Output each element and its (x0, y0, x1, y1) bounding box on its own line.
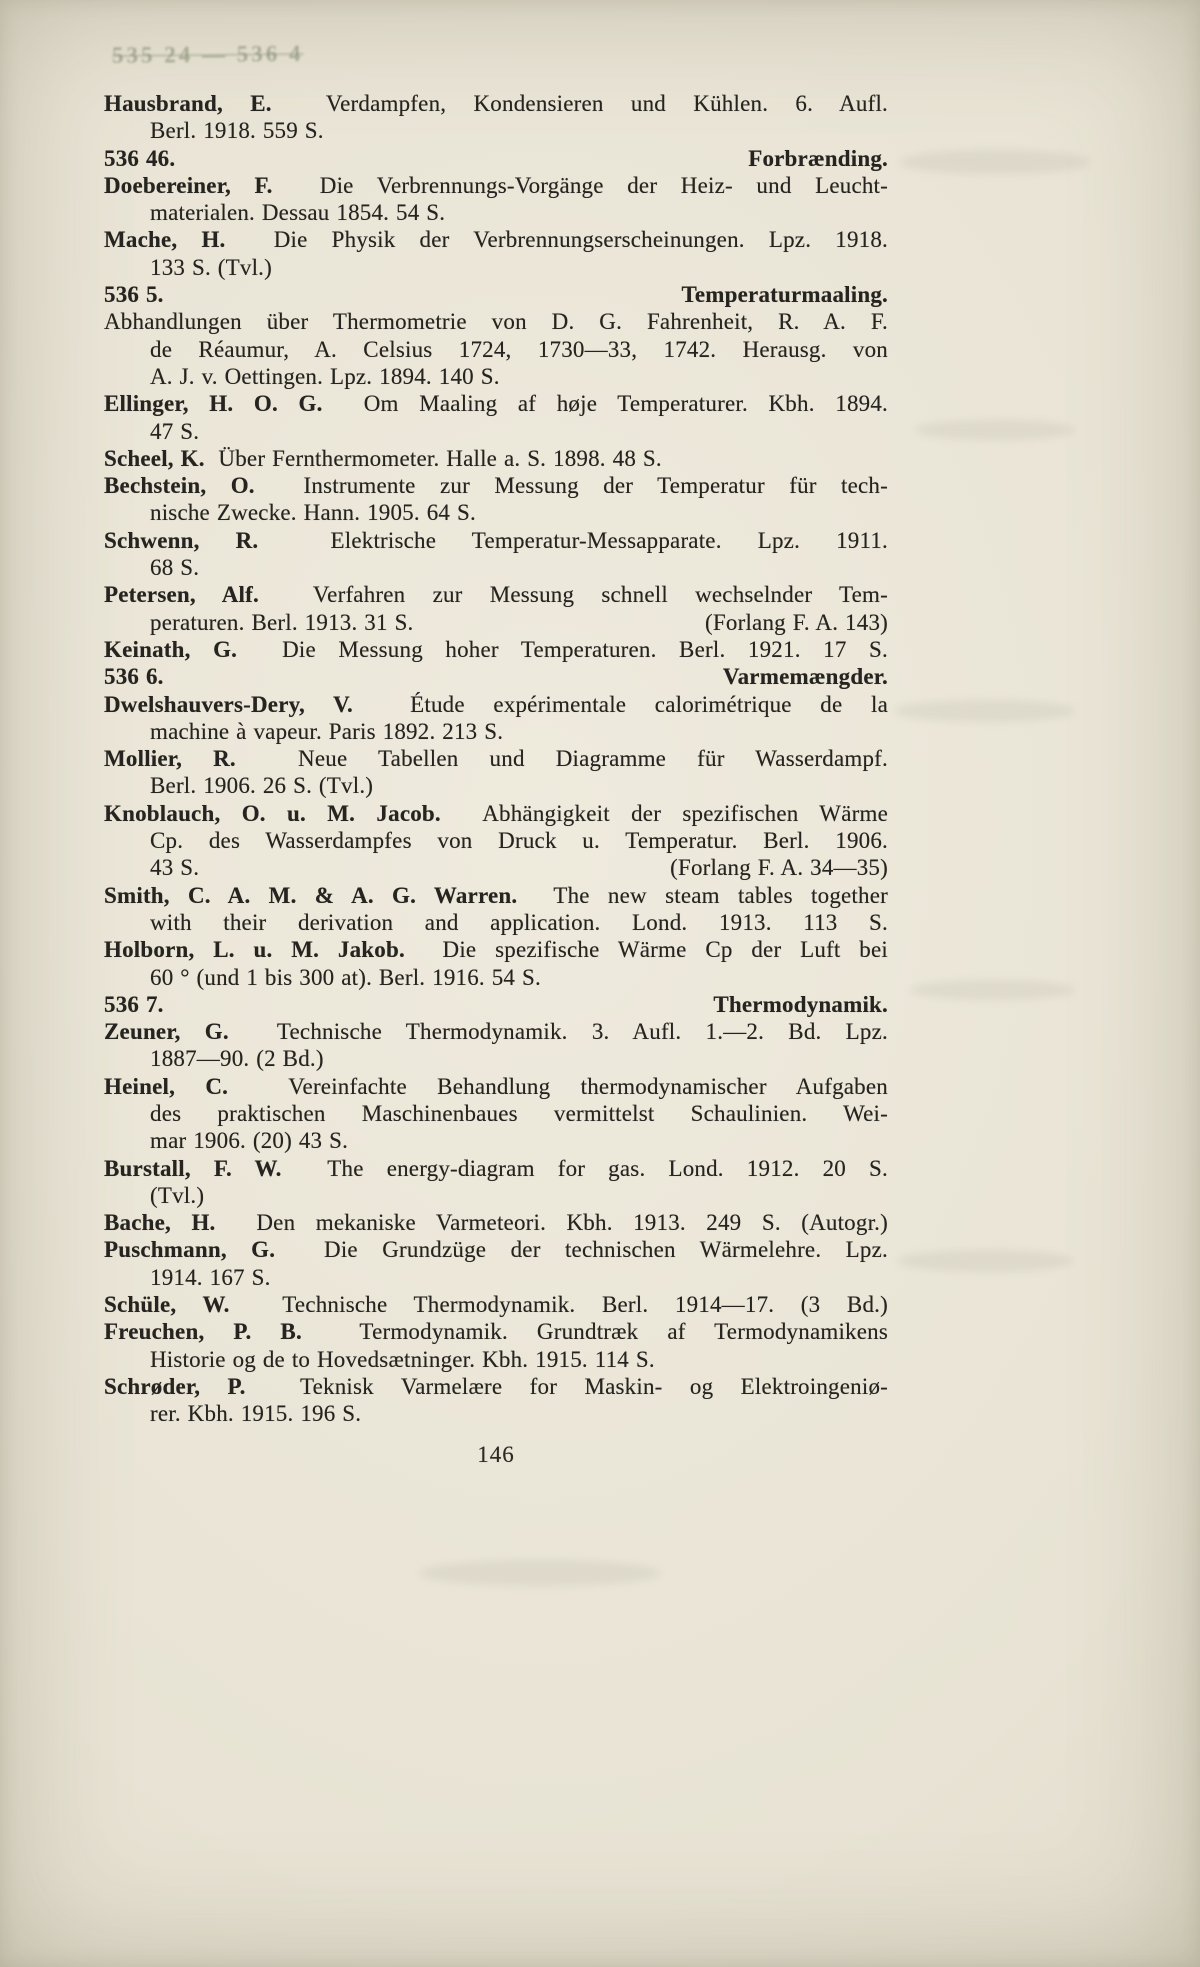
bleed-through-artifact (900, 150, 1090, 174)
author-name: Heinel, C. (104, 1073, 229, 1099)
entry-line (104, 691, 888, 718)
entry-line-text (104, 227, 888, 252)
entry-text: (Tvl.) (150, 1182, 205, 1208)
entry-text: The new steam tables together (553, 882, 888, 908)
entry-text: Instrumente zur Messung der Temperatur für tech- (303, 473, 888, 499)
author-name: Scheel, K. (104, 445, 205, 471)
section-code: 536 6. (104, 664, 164, 690)
entry-text: Historie og de to Hovedsætninger. Kbh. 1915. 114 S. (150, 1346, 655, 1372)
author-name: Keinath, G. (104, 636, 238, 662)
bibliography-entry (104, 472, 888, 527)
entry-text: Über Fernthermometer. Halle a. S. 1898. 48 S. (218, 445, 662, 471)
entry-line-text (104, 746, 888, 771)
author-name: Smith, C. A. M. & A. G. Warren. (104, 882, 518, 908)
entry-line (104, 418, 888, 445)
bleed-through-artifact (895, 700, 1075, 722)
entry-line-text (104, 1074, 888, 1099)
entry-line-text (104, 1237, 888, 1262)
author-name: Schwenn, R. (104, 527, 259, 553)
author-name: Bache, H. (104, 1210, 216, 1236)
entry-text: Om Maaling af høje Temperaturer. Kbh. 1894. (363, 391, 888, 417)
entry-text: A. J. v. Oettingen. Lpz. 1894. 140 S. (150, 363, 500, 389)
entry-text: 68 S. (150, 555, 200, 581)
entry-line (104, 336, 888, 363)
entry-line (104, 772, 888, 799)
author-name: Dwelshauvers-Dery, V. (104, 691, 353, 717)
entry-line-text (104, 1292, 888, 1317)
entry-line (104, 308, 888, 335)
entry-line (104, 1236, 888, 1263)
entry-text: machine à vapeur. Paris 1892. 213 S. (150, 718, 504, 744)
entry-note: (Forlang F. A. 143) (705, 609, 888, 635)
entry-text: Berl. 1906. 26 S. (Tvl.) (150, 773, 374, 799)
entry-line (104, 1182, 888, 1209)
entry-line-text (104, 446, 662, 471)
bibliography-entry (104, 1318, 888, 1373)
entry-line-text (150, 337, 888, 362)
entry-text: Cp. des Wasserdampfes von Druck u. Temperatur. Berl. 1906. (150, 828, 888, 854)
entry-line-text (104, 473, 888, 498)
author-name: Freuchen, P. B. (104, 1319, 302, 1345)
entry-line (104, 527, 888, 554)
entry-line-text (104, 692, 888, 717)
entry-line (104, 199, 888, 226)
entry-text: Vereinfachte Behandlung thermodynamischer Aufgaben (288, 1073, 888, 1099)
entry-text: 43 S. (150, 855, 200, 881)
entry-line (104, 1400, 888, 1427)
entry-text: Die spezifische Wärme Cp der Luft bei (442, 937, 889, 963)
entry-line (104, 936, 888, 963)
author-name: Holborn, L. u. M. Jakob. (104, 937, 405, 963)
entry-line (104, 1264, 888, 1291)
bibliography-entry (104, 90, 888, 145)
entry-line-text (104, 1210, 888, 1235)
entry-line-text (104, 582, 888, 607)
bibliography-entry (104, 1073, 888, 1155)
entry-line-text (104, 528, 888, 553)
bibliography-list (104, 90, 888, 1428)
author-name: Bechstein, O. (104, 473, 255, 499)
entry-line (104, 226, 888, 253)
entry-line-text (104, 1319, 888, 1344)
entry-line-text (150, 1347, 655, 1372)
bibliography-entry (104, 936, 888, 991)
entry-line (104, 745, 888, 772)
entry-line-text (150, 854, 199, 881)
section-heading (104, 281, 888, 308)
entry-text: Teknisk Varmelære for Maskin- og Elektroingeniø- (299, 1373, 889, 1399)
entry-line (104, 581, 888, 608)
entry-line (104, 472, 888, 499)
entry-line (104, 254, 888, 281)
bibliography-entry (104, 745, 888, 800)
entry-line-text (150, 773, 373, 798)
entry-line (104, 1045, 888, 1072)
entry-text: Abhandlungen über Thermometrie von D. G. Fahrenheit, R. A. F. (104, 309, 888, 335)
entry-text: with their derivation and application. Lond. 1913. 113 S. (150, 909, 888, 935)
entry-text: Die Verbrennungs-Vorgänge der Heiz- und Leucht- (319, 172, 889, 198)
entry-line (104, 363, 888, 390)
entry-line-text (150, 364, 500, 389)
entry-text: des praktischen Maschinenbaues vermittelst Schaulinien. Wei- (150, 1100, 888, 1126)
entry-text: Technische Thermodynamik. Berl. 1914—17. (3 Bd.) (282, 1292, 888, 1318)
bibliography-entry (104, 1236, 888, 1291)
entry-line (104, 1127, 888, 1154)
entry-line-text (150, 719, 503, 744)
section-title: Forbrænding. (748, 145, 888, 171)
author-name: Schüle, W. (104, 1292, 230, 1318)
bibliography-entry (104, 172, 888, 227)
entry-line (104, 909, 888, 936)
entry-line (104, 1100, 888, 1127)
entry-line (104, 1155, 888, 1182)
entry-text: Termodynamik. Grundtræk af Termodynamikens (359, 1319, 889, 1345)
entry-text: Verfahren zur Messung schnell wechselnder Tem- (312, 582, 888, 608)
author-name: Zeuner, G. (104, 1019, 229, 1045)
entry-line-text (150, 1401, 361, 1426)
bibliography-entry (104, 308, 888, 390)
entry-text: Neue Tabellen und Diagramme für Wasserdampf. (298, 746, 888, 772)
entry-line-text (150, 965, 541, 990)
entry-text: nische Zwecke. Hann. 1905. 64 S. (150, 500, 476, 526)
entry-text: materialen. Dessau 1854. 54 S. (150, 200, 446, 226)
entry-line-text (104, 309, 888, 334)
section-title: Temperaturmaaling. (681, 282, 888, 308)
entry-line-text (104, 637, 888, 662)
author-name: Schrøder, P. (104, 1373, 246, 1399)
bibliography-entry (104, 581, 888, 636)
author-name: Hausbrand, E. (104, 91, 272, 116)
bibliography-entry (104, 1291, 888, 1318)
entry-line-text (150, 1265, 271, 1290)
entry-text: de Réaumur, A. Celsius 1724, 1730—33, 1742. Herausg. von (150, 336, 888, 362)
bibliography-entry (104, 390, 888, 445)
bibliography-entry (104, 1018, 888, 1073)
bibliography-entry (104, 882, 888, 937)
entry-line (104, 718, 888, 745)
bibliography-entry (104, 1373, 888, 1428)
entry-text: Verdampfen, Kondensieren und Kühlen. 6. Aufl. (325, 91, 888, 116)
entry-line-text (150, 419, 199, 444)
section-code: 536 46. (104, 145, 176, 171)
entry-line (104, 554, 888, 581)
entry-line (104, 499, 888, 526)
entry-text: Die Messung hoher Temperaturen. Berl. 1921. 17 S. (282, 636, 888, 662)
bibliography-entry (104, 226, 888, 281)
entry-line-text (150, 255, 272, 280)
author-name: Burstall, F. W. (104, 1155, 282, 1181)
entry-line (104, 90, 888, 117)
entry-line (104, 636, 888, 663)
entry-text: Den mekaniske Varmeteori. Kbh. 1913. 249 S. (Autogr.) (256, 1210, 888, 1236)
entry-line-text (150, 1101, 888, 1126)
entry-line-text (150, 1183, 204, 1208)
bleed-through-artifact (915, 420, 1075, 440)
author-name: Petersen, Alf. (104, 582, 259, 608)
entry-text: Die Physik der Verbrennungserscheinungen. Lpz. 1918. (273, 227, 888, 253)
entry-line-text (104, 173, 888, 198)
section-heading (104, 991, 888, 1018)
bibliography-entry (104, 1155, 888, 1210)
entry-line-text (104, 883, 888, 908)
entry-line-text (104, 91, 888, 116)
author-name: Mollier, R. (104, 746, 236, 772)
section-title: Varmemængder. (722, 664, 888, 690)
bleed-through-header-text: 535 24 — 536 4 (111, 40, 304, 69)
bibliography-entry (104, 445, 888, 472)
entry-line-text (150, 828, 888, 853)
entry-line-text (150, 910, 888, 935)
section-heading (104, 663, 888, 690)
entry-text: Technische Thermodynamik. 3. Aufl. 1.—2. Bd. Lpz. (276, 1019, 888, 1045)
entry-line (104, 1346, 888, 1373)
entry-line-text (150, 555, 199, 580)
entry-line (104, 609, 888, 636)
entry-line (104, 117, 888, 144)
entry-line (104, 827, 888, 854)
entry-line (104, 854, 888, 881)
author-name: Knoblauch, O. u. M. Jacob. (104, 800, 441, 826)
entry-text: 133 S. (Tvl.) (150, 254, 272, 280)
entry-line (104, 445, 888, 472)
bibliography-entry (104, 527, 888, 582)
entry-text: rer. Kbh. 1915. 196 S. (150, 1401, 362, 1427)
entry-line-text (104, 937, 888, 962)
entry-line (104, 800, 888, 827)
entry-note: (Forlang F. A. 34—35) (670, 855, 888, 881)
section-code: 536 5. (104, 282, 164, 308)
entry-line (104, 1373, 888, 1400)
bleed-through-artifact (420, 1560, 660, 1586)
bibliography-entry (104, 800, 888, 882)
entry-text: Die Grundzüge der technischen Wärmelehre. Lpz. (324, 1237, 888, 1263)
entry-text: 1887—90. (2 Bd.) (150, 1046, 324, 1072)
bleed-through-artifact (910, 980, 1075, 1000)
bleed-through-artifact (898, 1250, 1073, 1272)
entry-text: Abhängigkeit der spezifischen Wärme (482, 800, 888, 826)
entry-line (104, 1318, 888, 1345)
section-heading (104, 145, 888, 172)
entry-text: 47 S. (150, 418, 200, 444)
entry-text: The energy-diagram for gas. Lond. 1912. 20 S. (327, 1155, 888, 1181)
entry-line-text (150, 1046, 324, 1071)
entry-line (104, 1018, 888, 1045)
entry-line-text (104, 801, 888, 826)
entry-line (104, 1073, 888, 1100)
bibliography-entry (104, 1209, 888, 1236)
entry-line-text (104, 1156, 888, 1181)
entry-text: peraturen. Berl. 1913. 31 S. (150, 609, 414, 635)
entry-line-text (150, 200, 445, 225)
entry-line-text (150, 500, 476, 525)
section-title: Thermodynamik. (713, 991, 888, 1017)
entry-line (104, 172, 888, 199)
entry-line-text (104, 1019, 888, 1044)
entry-line-text (104, 1374, 888, 1399)
entry-text: 60 ° (und 1 bis 300 at). Berl. 1916. 54 S. (150, 964, 541, 990)
section-code: 536 7. (104, 991, 164, 1017)
bibliography-entry (104, 636, 888, 663)
author-name: Mache, H. (104, 227, 226, 253)
entry-text: mar 1906. (20) 43 S. (150, 1128, 349, 1154)
author-name: Puschmann, G. (104, 1237, 276, 1263)
entry-line-text (150, 609, 414, 636)
entry-line (104, 1209, 888, 1236)
entry-line-text (104, 391, 888, 416)
entry-line (104, 964, 888, 991)
entry-line (104, 882, 888, 909)
entry-text: 1914. 167 S. (150, 1264, 271, 1290)
entry-line-text (150, 1128, 348, 1153)
entry-line (104, 1291, 888, 1318)
entry-text: Berl. 1918. 559 S. (150, 118, 324, 144)
page-number: 146 (477, 1442, 515, 1467)
bibliography-entry (104, 691, 888, 746)
author-name: Doebereiner, F. (104, 172, 273, 198)
entry-line-text (150, 118, 324, 143)
author-name: Ellinger, H. O. G. (104, 391, 323, 417)
entry-line (104, 390, 888, 417)
entry-text: Étude expérimentale calorimétrique de la (410, 691, 888, 717)
entry-text: Elektrische Temperatur-Messapparate. Lpz. 1911. (330, 527, 888, 553)
